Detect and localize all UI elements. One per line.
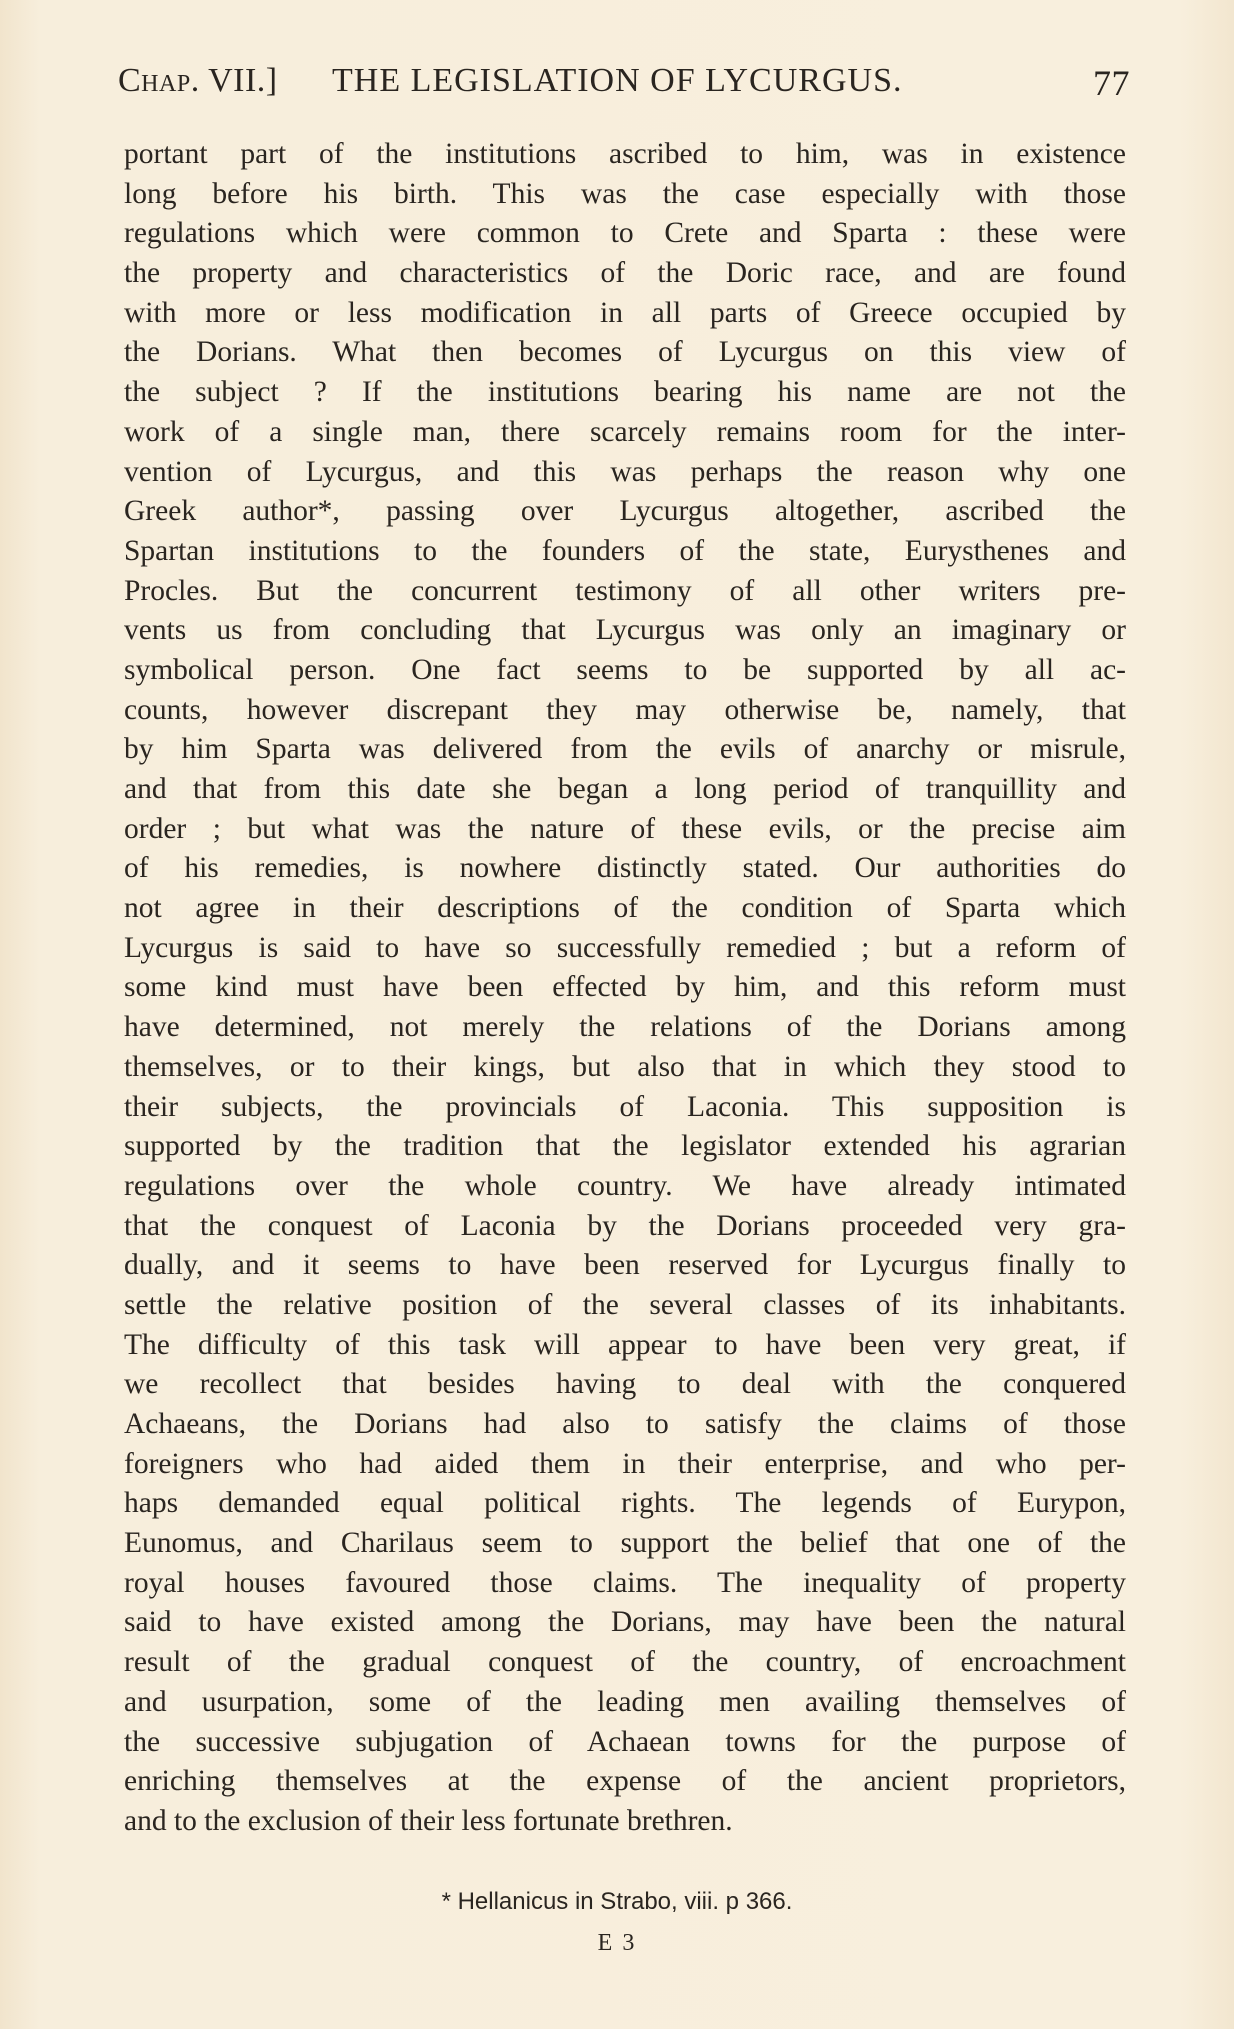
text-line: vents us from concluding that Lycurgus was only an imaginary or xyxy=(124,614,1126,647)
text-line: order ; but what was the nature of these evils, or the precise aim xyxy=(124,812,1126,845)
text-line: have determined, not merely the relations of the Dorians among xyxy=(124,1011,1126,1044)
text-line: and usurpation, some of the leading men availing themselves of xyxy=(124,1685,1126,1718)
footnote: * Hellanicus in Strabo, viii. p 366. xyxy=(441,1888,793,1915)
text-line: dually, and it seems to have been reserved for Lycurgus finally to xyxy=(124,1249,1126,1282)
text-line: long before his birth. This was the case especially with those xyxy=(124,177,1126,210)
text-line: settle the relative position of the several classes of its inhabitants. xyxy=(124,1288,1126,1321)
text-line: and that from this date she began a long period of tranquillity and xyxy=(124,773,1126,805)
page-number: 77 xyxy=(1093,63,1130,103)
chapter-title: THE LEGISLATION OF LYCURGUS. xyxy=(332,62,903,99)
text-line: The difficulty of this task will appear to have been very great, if xyxy=(124,1328,1126,1361)
text-line: some kind must have been effected by him, and this reform must xyxy=(124,971,1126,1004)
text-line: vention of Lycurgus, and this was perhaps the reason why one xyxy=(124,455,1126,488)
chapter-label: Chap. VII.] xyxy=(118,62,278,99)
text-line: result of the gradual conquest of the country, of encroachment xyxy=(124,1646,1126,1679)
text-line: Lycurgus is said to have so successfully remedied ; but a reform of xyxy=(124,931,1126,964)
text-line: portant part of the institutions ascribed to him, was in existence xyxy=(124,138,1126,170)
text-line: themselves, or to their kings, but also that in which they stood to xyxy=(124,1050,1126,1083)
text-line: the property and characteristics of the Doric race, and are found xyxy=(124,257,1126,290)
text-line: symbolical person. One fact seems to be supported by all ac- xyxy=(124,653,1126,686)
text-line: the Dorians. What then becomes of Lycurgus on this view of xyxy=(124,336,1126,369)
text-line: that the conquest of Laconia by the Dorians proceeded very gra- xyxy=(124,1209,1126,1242)
text-line: Spartan institutions to the founders of the state, Eurysthenes and xyxy=(124,534,1126,567)
text-line: work of a single man, there scarcely remains room for the inter- xyxy=(124,415,1126,448)
text-line: by him Sparta was delivered from the evils of anarchy or misrule, xyxy=(124,733,1126,766)
text-line: Greek author*, passing over Lycurgus altogether, ascribed the xyxy=(124,495,1126,528)
text-line: enriching themselves at the expense of the ancient proprietors, xyxy=(124,1765,1126,1798)
text-line: foreigners who had aided them in their enterprise, and who per- xyxy=(124,1447,1126,1480)
text-line: haps demanded equal political rights. The legends of Eurypon, xyxy=(124,1487,1126,1520)
text-line: regulations which were common to Crete and Sparta : these were xyxy=(124,217,1126,250)
text-line: Procles. But the concurrent testimony of all other writers pre- xyxy=(124,574,1126,607)
text-line: we recollect that besides having to deal with the conquered xyxy=(124,1368,1126,1401)
text-line: the successive subjugation of Achaean towns for the purpose of xyxy=(124,1725,1126,1758)
text-line: royal houses favoured those claims. The inequality of property xyxy=(124,1566,1126,1599)
text-line: their subjects, the provincials of Laconia. This supposition is xyxy=(124,1090,1126,1123)
text-line: counts, however discrepant they may otherwise be, namely, that xyxy=(124,693,1126,726)
text-line: the subject ? If the institutions bearing his name are not the xyxy=(124,376,1126,409)
text-line: Eunomus, and Charilaus seem to support the belief that one of the xyxy=(124,1527,1126,1560)
text-line: and to the exclusion of their less fortunate brethren. xyxy=(124,1804,733,1837)
signature-mark: E 3 xyxy=(597,1930,637,1956)
text-line: regulations over the whole country. We have already intimated xyxy=(124,1169,1126,1202)
text-line: said to have existed among the Dorians, may have been the natural xyxy=(124,1606,1126,1639)
body-text xyxy=(124,135,1126,1842)
text-line: of his remedies, is nowhere distinctly stated. Our authorities do xyxy=(124,852,1126,885)
text-line: Achaeans, the Dorians had also to satisfy the claims of those xyxy=(124,1408,1126,1440)
running-header xyxy=(118,62,1130,108)
text-line: with more or less modification in all parts of Greece occupied by xyxy=(124,296,1126,329)
text-line: supported by the tradition that the legislator extended his agrarian xyxy=(124,1130,1126,1163)
text-line: not agree in their descriptions of the condition of Sparta which xyxy=(124,892,1126,925)
